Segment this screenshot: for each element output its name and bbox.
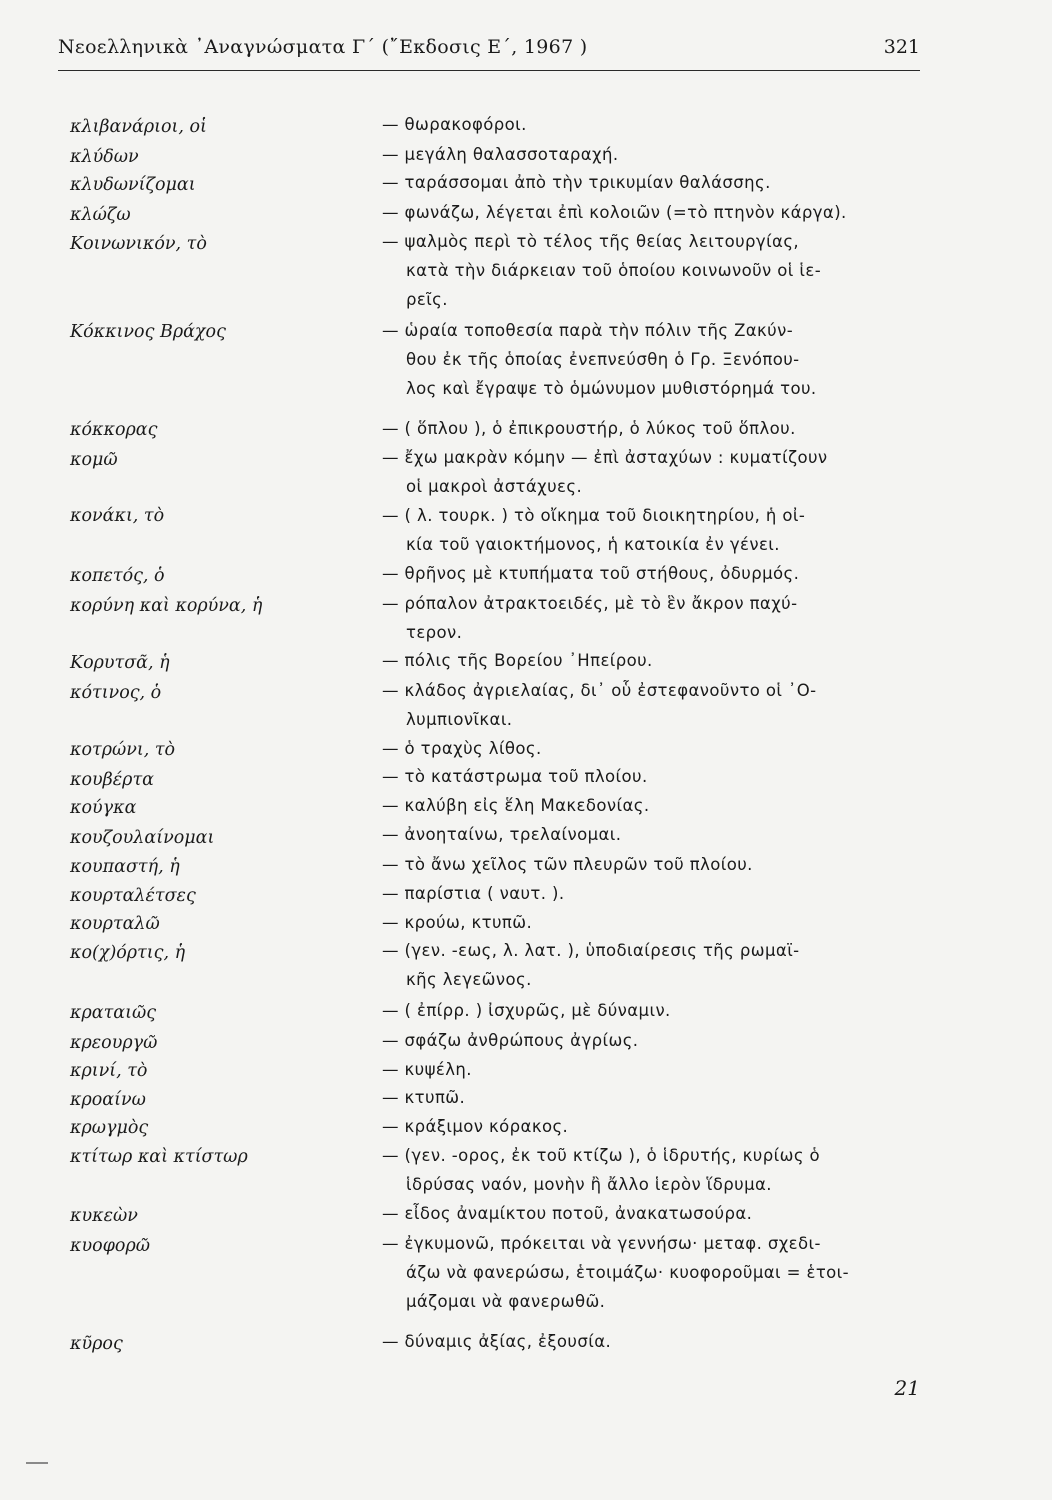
definition-line: — ὁ τραχὺς λίθος. [382, 739, 542, 758]
entry-term: κτίτωρ καὶ κτίστωρ [70, 1147, 248, 1167]
entry-term: Κόκκινος Βράχος [70, 322, 226, 342]
entry-term: κομῶ [70, 450, 118, 470]
definition-line: — κυψέλη. [382, 1060, 472, 1079]
definition-line: — ἔχω μακρὰν κόμην — ἐπὶ ἀσταχύων : κυματίζουν [382, 448, 828, 467]
entry-term: κλώζω [70, 205, 131, 225]
entry-term: κυοφορῶ [70, 1236, 150, 1256]
definition-line: οἱ μακροὶ ἀστάχυες. [406, 477, 583, 496]
entry-definition [382, 140, 922, 169]
entry-definition [382, 646, 922, 675]
entry-definition [382, 198, 922, 227]
definition-line: — κράξιμον κόρακος. [382, 1117, 569, 1136]
entry-definition [382, 1199, 922, 1228]
entry-definition [382, 1141, 922, 1199]
entry-term: κουζουλαίνομαι [70, 828, 215, 848]
definition-line: λος καὶ ἔγραψε τὸ ὁμώνυμον μυθιστόρημά του. [406, 379, 817, 398]
entry-definition [382, 168, 922, 197]
entry-definition [382, 501, 922, 559]
entry-definition [382, 734, 922, 763]
entry-term: κόκκορας [70, 420, 158, 440]
entry-definition [382, 414, 922, 443]
definition-line: κία τοῦ γαιοκτήμονος, ἡ κατοικία ἐν γένει. [406, 535, 780, 554]
entry-term: κυκεὼν [70, 1206, 138, 1226]
scan-mark [26, 1462, 48, 1464]
entry-term: κλύδων [70, 147, 139, 167]
entry-term: κοπετός, ὁ [70, 566, 165, 586]
entry-term: κοτρώνι, τὸ [70, 740, 176, 760]
entry-term: κουπαστή, ἡ [70, 857, 180, 877]
definition-line: — μεγάλη θαλασσοταραχή. [382, 145, 619, 164]
definition-line: τερον. [406, 623, 463, 642]
entry-definition [382, 936, 922, 994]
definition-line: — τὸ ἄνω χεῖλος τῶν πλευρῶν τοῦ πλοίου. [382, 855, 753, 874]
entry-term: κραταιῶς [70, 1003, 157, 1023]
definition-line: — (γεν. -ορος, ἐκ τοῦ κτίζω ), ὁ ἱδρυτής, κυρίως ὁ [382, 1146, 821, 1165]
entry-definition [382, 559, 922, 588]
entry-definition [382, 820, 922, 849]
entry-definition [382, 227, 922, 314]
entry-term: κρινί, τὸ [70, 1061, 148, 1081]
entry-term: κορύνη καὶ κορύνα, ἡ [70, 596, 263, 616]
definition-line: — κτυπῶ. [382, 1088, 466, 1107]
definition-line: — τὸ κατάστρωμα τοῦ πλοίου. [382, 767, 648, 786]
entry-definition [382, 1229, 922, 1316]
signature-number: 21 [894, 1376, 920, 1400]
entry-term: κούγκα [70, 798, 137, 818]
header-page-number: 321 [883, 36, 920, 58]
definition-line: — (γεν. -εως, λ. λατ. ), ὑποδιαίρεσις τῆς ρωμαϊ- [382, 941, 800, 960]
definition-line: — ρόπαλον ἀτρακτοειδές, μὲ τὸ ἓν ἄκρον παχύ- [382, 594, 798, 613]
definition-line: — ἐγκυμονῶ, πρόκειται νὰ γεννήσω· μεταφ. σχεδι- [382, 1234, 821, 1253]
entry-definition [382, 316, 922, 403]
entry-definition [382, 443, 922, 501]
entry-term: κουβέρτα [70, 770, 154, 790]
definition-line: — θρῆνος μὲ κτυπήματα τοῦ στήθους, ὀδυρμός. [382, 564, 800, 583]
entry-definition [382, 1112, 922, 1141]
entry-definition [382, 996, 922, 1025]
definition-line: — πόλις τῆς Βορείου ᾿Ηπείρου. [382, 651, 653, 670]
entry-term: κρεουργῶ [70, 1033, 158, 1053]
definition-line: — κρούω, κτυπῶ. [382, 913, 533, 932]
definition-line: — καλύβη εἰς ἕλη Μακεδονίας. [382, 796, 650, 815]
definition-line: — δύναμις ἀξίας, ἐξουσία. [382, 1332, 612, 1351]
definition-line: — ( ὅπλου ), ὁ ἐπικρουστήρ, ὁ λύκος τοῦ ὅπλου. [382, 419, 796, 438]
definition-line: — ( ἐπίρρ. ) ἰσχυρῶς, μὲ δύναμιν. [382, 1001, 671, 1020]
entry-term: Κορυτσᾶ, ἡ [70, 653, 170, 673]
header-title: Νεοελληνικὰ ᾿Αναγνώσματα Γ΄ (῎Εκδοσις Ε΄, 1967 ) [58, 36, 588, 58]
definition-line: — σφάζω ἀνθρώπους ἀγρίως. [382, 1031, 639, 1050]
entry-term: κο(χ)όρτις, ἡ [70, 943, 186, 963]
definition-line: — θωρακοφόροι. [382, 115, 527, 134]
entry-definition [382, 1026, 922, 1055]
entry-term: κονάκι, τὸ [70, 506, 165, 526]
entry-definition [382, 676, 922, 734]
definition-line: — ψαλμὸς περὶ τὸ τέλος τῆς θείας λειτουργίας, [382, 232, 800, 251]
entry-definition [382, 589, 922, 647]
definition-line: ἱδρύσας ναόν, μονὴν ἢ ἄλλο ἱερὸν ἵδρυμα. [406, 1175, 772, 1194]
entry-term: κουρταλῶ [70, 914, 160, 934]
definition-line: κατὰ τὴν διάρκειαν τοῦ ὁποίου κοινωνοῦν οἱ ἱε- [406, 261, 822, 280]
entry-definition [382, 908, 922, 937]
definition-line: μάζομαι νὰ φανερωθῶ. [406, 1292, 606, 1311]
entry-term: κρωγμὸς [70, 1118, 149, 1138]
entry-term: κῦρος [70, 1334, 123, 1354]
entry-definition [382, 850, 922, 879]
definition-line: — κλάδος ἀγριελαίας, δι᾿ οὗ ἐστεφανοῦντο οἱ ᾿Ο- [382, 681, 817, 700]
definition-line: κῆς λεγεῶνος. [406, 970, 532, 989]
definition-line: — φωνάζω, λέγεται ἐπὶ κολοιῶν (=τὸ πτηνὸν κάργα). [382, 203, 847, 222]
definition-line: ρεῖς. [406, 290, 448, 309]
entry-term: κουρταλέτσες [70, 886, 196, 906]
definition-line: — ἀνοηταίνω, τρελαίνομαι. [382, 825, 622, 844]
entry-term: κλιβανάριοι, οἱ [70, 117, 207, 137]
definition-line: — παρίστια ( ναυτ. ). [382, 884, 565, 903]
entry-term: Κοινωνικόν, τὸ [70, 234, 207, 254]
definition-line: άζω νὰ φανερώσω, ἑτοιμάζω· κυοφοροῦμαι = ἑτοι- [406, 1263, 850, 1282]
entry-definition [382, 791, 922, 820]
entry-definition [382, 1083, 922, 1112]
definition-line: — ὡραία τοποθεσία παρὰ τὴν πόλιν τῆς Ζακύν- [382, 321, 794, 340]
entry-term: κλυδωνίζομαι [70, 175, 196, 195]
entry-definition [382, 762, 922, 791]
entry-term: κροαίνω [70, 1090, 146, 1110]
entry-definition [382, 110, 922, 139]
definition-line: — ( λ. τουρκ. ) τὸ οἴκημα τοῦ διοικητηρίου, ἡ οἰ- [382, 506, 806, 525]
entry-definition [382, 1055, 922, 1084]
entry-term: κότινος, ὁ [70, 683, 162, 703]
definition-line: — εἶδος ἀναμίκτου ποτοῦ, ἀνακατωσούρα. [382, 1204, 753, 1223]
definition-line: λυμπιονῖκαι. [406, 710, 513, 729]
entry-definition [382, 1327, 922, 1356]
entry-definition [382, 879, 922, 908]
definition-line: — ταράσσομαι ἀπὸ τὴν τρικυμίαν θαλάσσης. [382, 173, 771, 192]
definition-line: θου ἐκ τῆς ὁποίας ἐνεπνεύσθη ὁ Γρ. Ξενόπου- [406, 350, 800, 369]
